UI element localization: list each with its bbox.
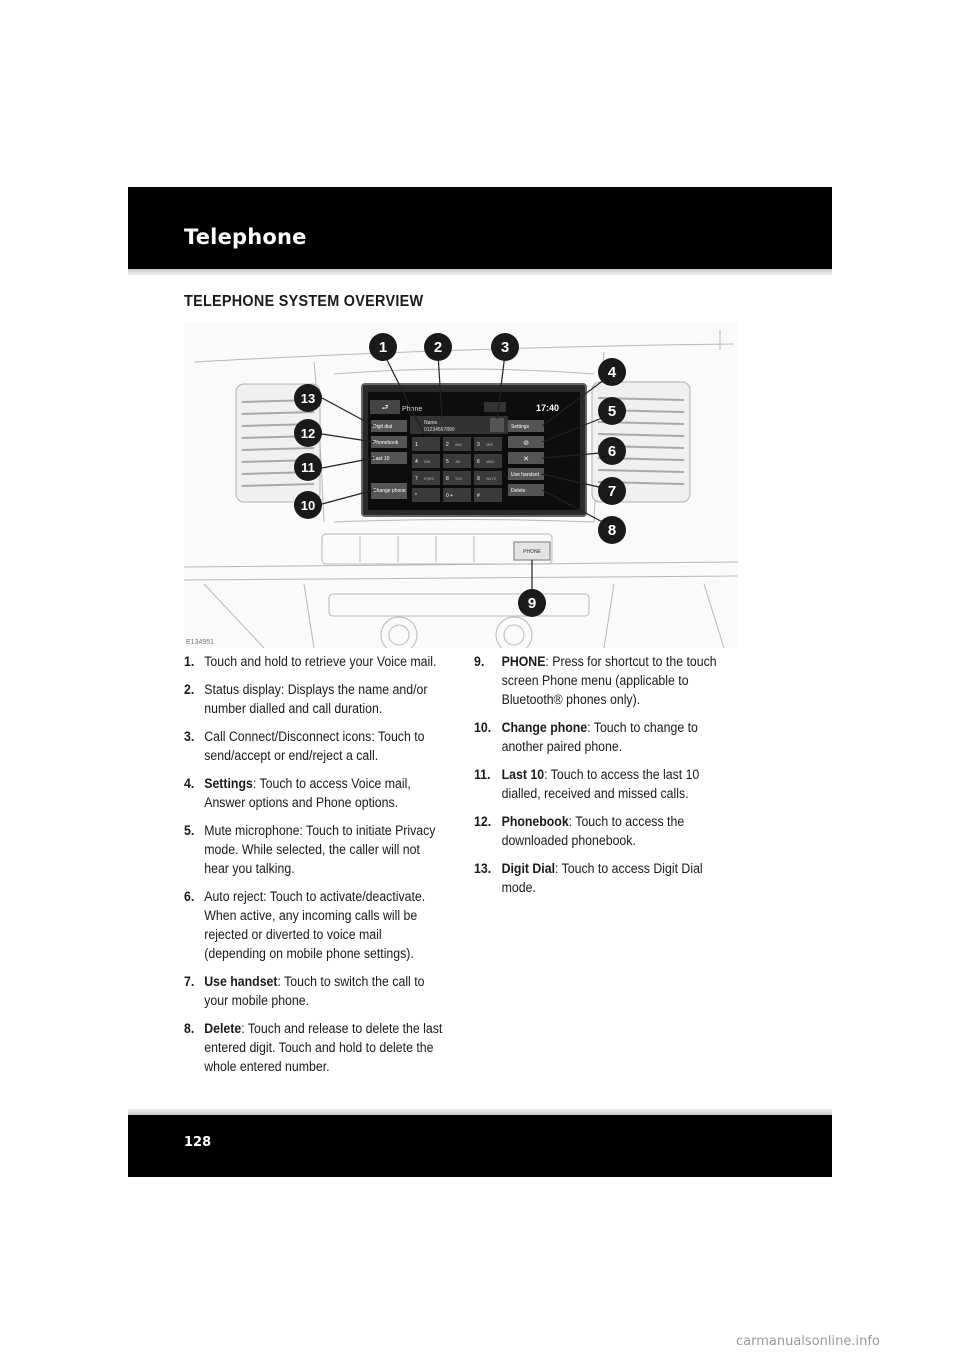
section-title: TELEPHONE SYSTEM OVERVIEW bbox=[184, 293, 424, 310]
callout-11: 11 bbox=[301, 460, 315, 475]
key-letters: ABC bbox=[455, 443, 463, 447]
callout-6: 6 bbox=[607, 443, 617, 460]
key-star[interactable]: * bbox=[415, 493, 417, 499]
screen-change-phone-button[interactable]: Change phone bbox=[373, 488, 406, 494]
list-item: 1. Touch and hold to retrieve your Voice mail. bbox=[184, 654, 437, 669]
callout-12: 12 bbox=[300, 426, 316, 441]
page-number: 128 bbox=[184, 1135, 212, 1150]
callout-10: 10 bbox=[300, 498, 316, 513]
screen-title: Phone bbox=[402, 406, 423, 413]
key-4[interactable]: 4 bbox=[415, 459, 418, 465]
key-letters: DEF bbox=[486, 443, 493, 447]
key-letters: TUV bbox=[455, 477, 462, 481]
key-8[interactable]: 8 bbox=[446, 476, 449, 482]
mute-microphone-icon: ⊘ bbox=[523, 440, 529, 447]
screen-digit-dial-button[interactable]: Digit dial bbox=[373, 424, 393, 430]
telephone-overview-figure bbox=[184, 322, 738, 648]
screen-phonebook-button[interactable]: Phonebook bbox=[373, 440, 399, 446]
key-7[interactable]: 7 bbox=[415, 476, 418, 482]
screen-settings-button[interactable]: Settings bbox=[511, 424, 530, 430]
list-item: 9. PHONE: Press for shortcut to the touch screen Phone menu (applicable to Bluetooth® phones only). bbox=[474, 654, 717, 707]
header-rule bbox=[128, 269, 832, 275]
key-letters: PQRS bbox=[424, 477, 434, 481]
description-list-right bbox=[474, 652, 734, 906]
description-list-left bbox=[184, 652, 444, 1085]
list-item: 7. Use handset: Touch to switch the call to your mobile phone. bbox=[184, 974, 425, 1008]
key-3[interactable]: 3 bbox=[477, 442, 480, 448]
dashboard-illustration bbox=[184, 322, 738, 648]
callout-9: 9 bbox=[527, 595, 537, 612]
list-item: 2. Status display: Displays the name and/or number dialled and call duration. bbox=[184, 682, 428, 716]
key-letters: JKL bbox=[455, 460, 462, 464]
screen-time: 17:40 bbox=[536, 403, 560, 413]
call-connect-icon[interactable] bbox=[490, 418, 504, 432]
key-hash[interactable]: # bbox=[477, 493, 480, 499]
callout-13: 13 bbox=[300, 391, 316, 406]
key-1[interactable]: 1 bbox=[415, 442, 418, 448]
list-item: 6. Auto reject: Touch to activate/deactivate. When active, any incoming calls will be rejected or diverted to voice mail (depending on mobile phone settings). bbox=[184, 889, 426, 961]
list-item: 5. Mute microphone: Touch to initiate Privacy mode. While selected, the caller will not hear you talking. bbox=[184, 823, 436, 876]
phone-hard-key[interactable]: PHONE bbox=[523, 549, 541, 555]
key-5[interactable]: 5 bbox=[446, 459, 449, 465]
callout-1: 1 bbox=[378, 339, 388, 356]
callout-7: 7 bbox=[607, 483, 617, 500]
screen-last-10-button[interactable]: Last 10 bbox=[373, 456, 390, 462]
list-item: 8. Delete: Touch and release to delete the last entered digit. Touch and hold to delete the whole entered number. bbox=[184, 1021, 443, 1074]
list-item: 10. Change phone: Touch to change to another paired phone. bbox=[474, 720, 698, 754]
page-title: Telephone bbox=[184, 225, 307, 249]
header-bar bbox=[128, 187, 832, 269]
screen-use-handset-button[interactable]: Use handset bbox=[511, 472, 540, 478]
callout-3: 3 bbox=[500, 339, 510, 356]
screen-delete-button[interactable]: Delete bbox=[511, 488, 526, 494]
key-0[interactable]: 0 + bbox=[446, 493, 454, 499]
list-item: 4. Settings: Touch to access Voice mail, Answer options and Phone options. bbox=[184, 776, 411, 810]
list-item: 13. Digit Dial: Touch to access Digit Dial mode. bbox=[474, 861, 703, 895]
list-item: 3. Call Connect/Disconnect icons: Touch to send/accept or end/reject a call. bbox=[184, 729, 425, 763]
key-9[interactable]: 9 bbox=[477, 476, 480, 482]
list-item: 12. Phonebook: Touch to access the downloaded phonebook. bbox=[474, 814, 685, 848]
screen-number: 01234567890 bbox=[424, 427, 455, 433]
figure-id: E134951 bbox=[186, 639, 215, 646]
screen-right-buttons bbox=[508, 420, 544, 496]
callout-2: 2 bbox=[433, 339, 443, 356]
callout-4: 4 bbox=[607, 364, 617, 381]
screen-contact-name: Name bbox=[424, 420, 438, 426]
svg-text:⮐: ⮐ bbox=[381, 403, 389, 412]
key-2[interactable]: 2 bbox=[446, 442, 449, 448]
key-letters: GHI bbox=[424, 460, 431, 464]
auto-reject-icon: ✕ bbox=[523, 456, 529, 463]
key-6[interactable]: 6 bbox=[477, 459, 480, 465]
callout-5: 5 bbox=[607, 403, 617, 420]
callout-8: 8 bbox=[607, 522, 617, 539]
watermark: carmanualsonline.info bbox=[736, 1334, 880, 1349]
screen-left-buttons bbox=[371, 420, 407, 499]
key-letters: WXYZ bbox=[486, 477, 497, 481]
key-letters: MNO bbox=[486, 460, 495, 464]
list-item: 11. Last 10: Touch to access the last 10 dialled, received and missed calls. bbox=[474, 767, 700, 801]
footer-bar bbox=[128, 1115, 832, 1177]
